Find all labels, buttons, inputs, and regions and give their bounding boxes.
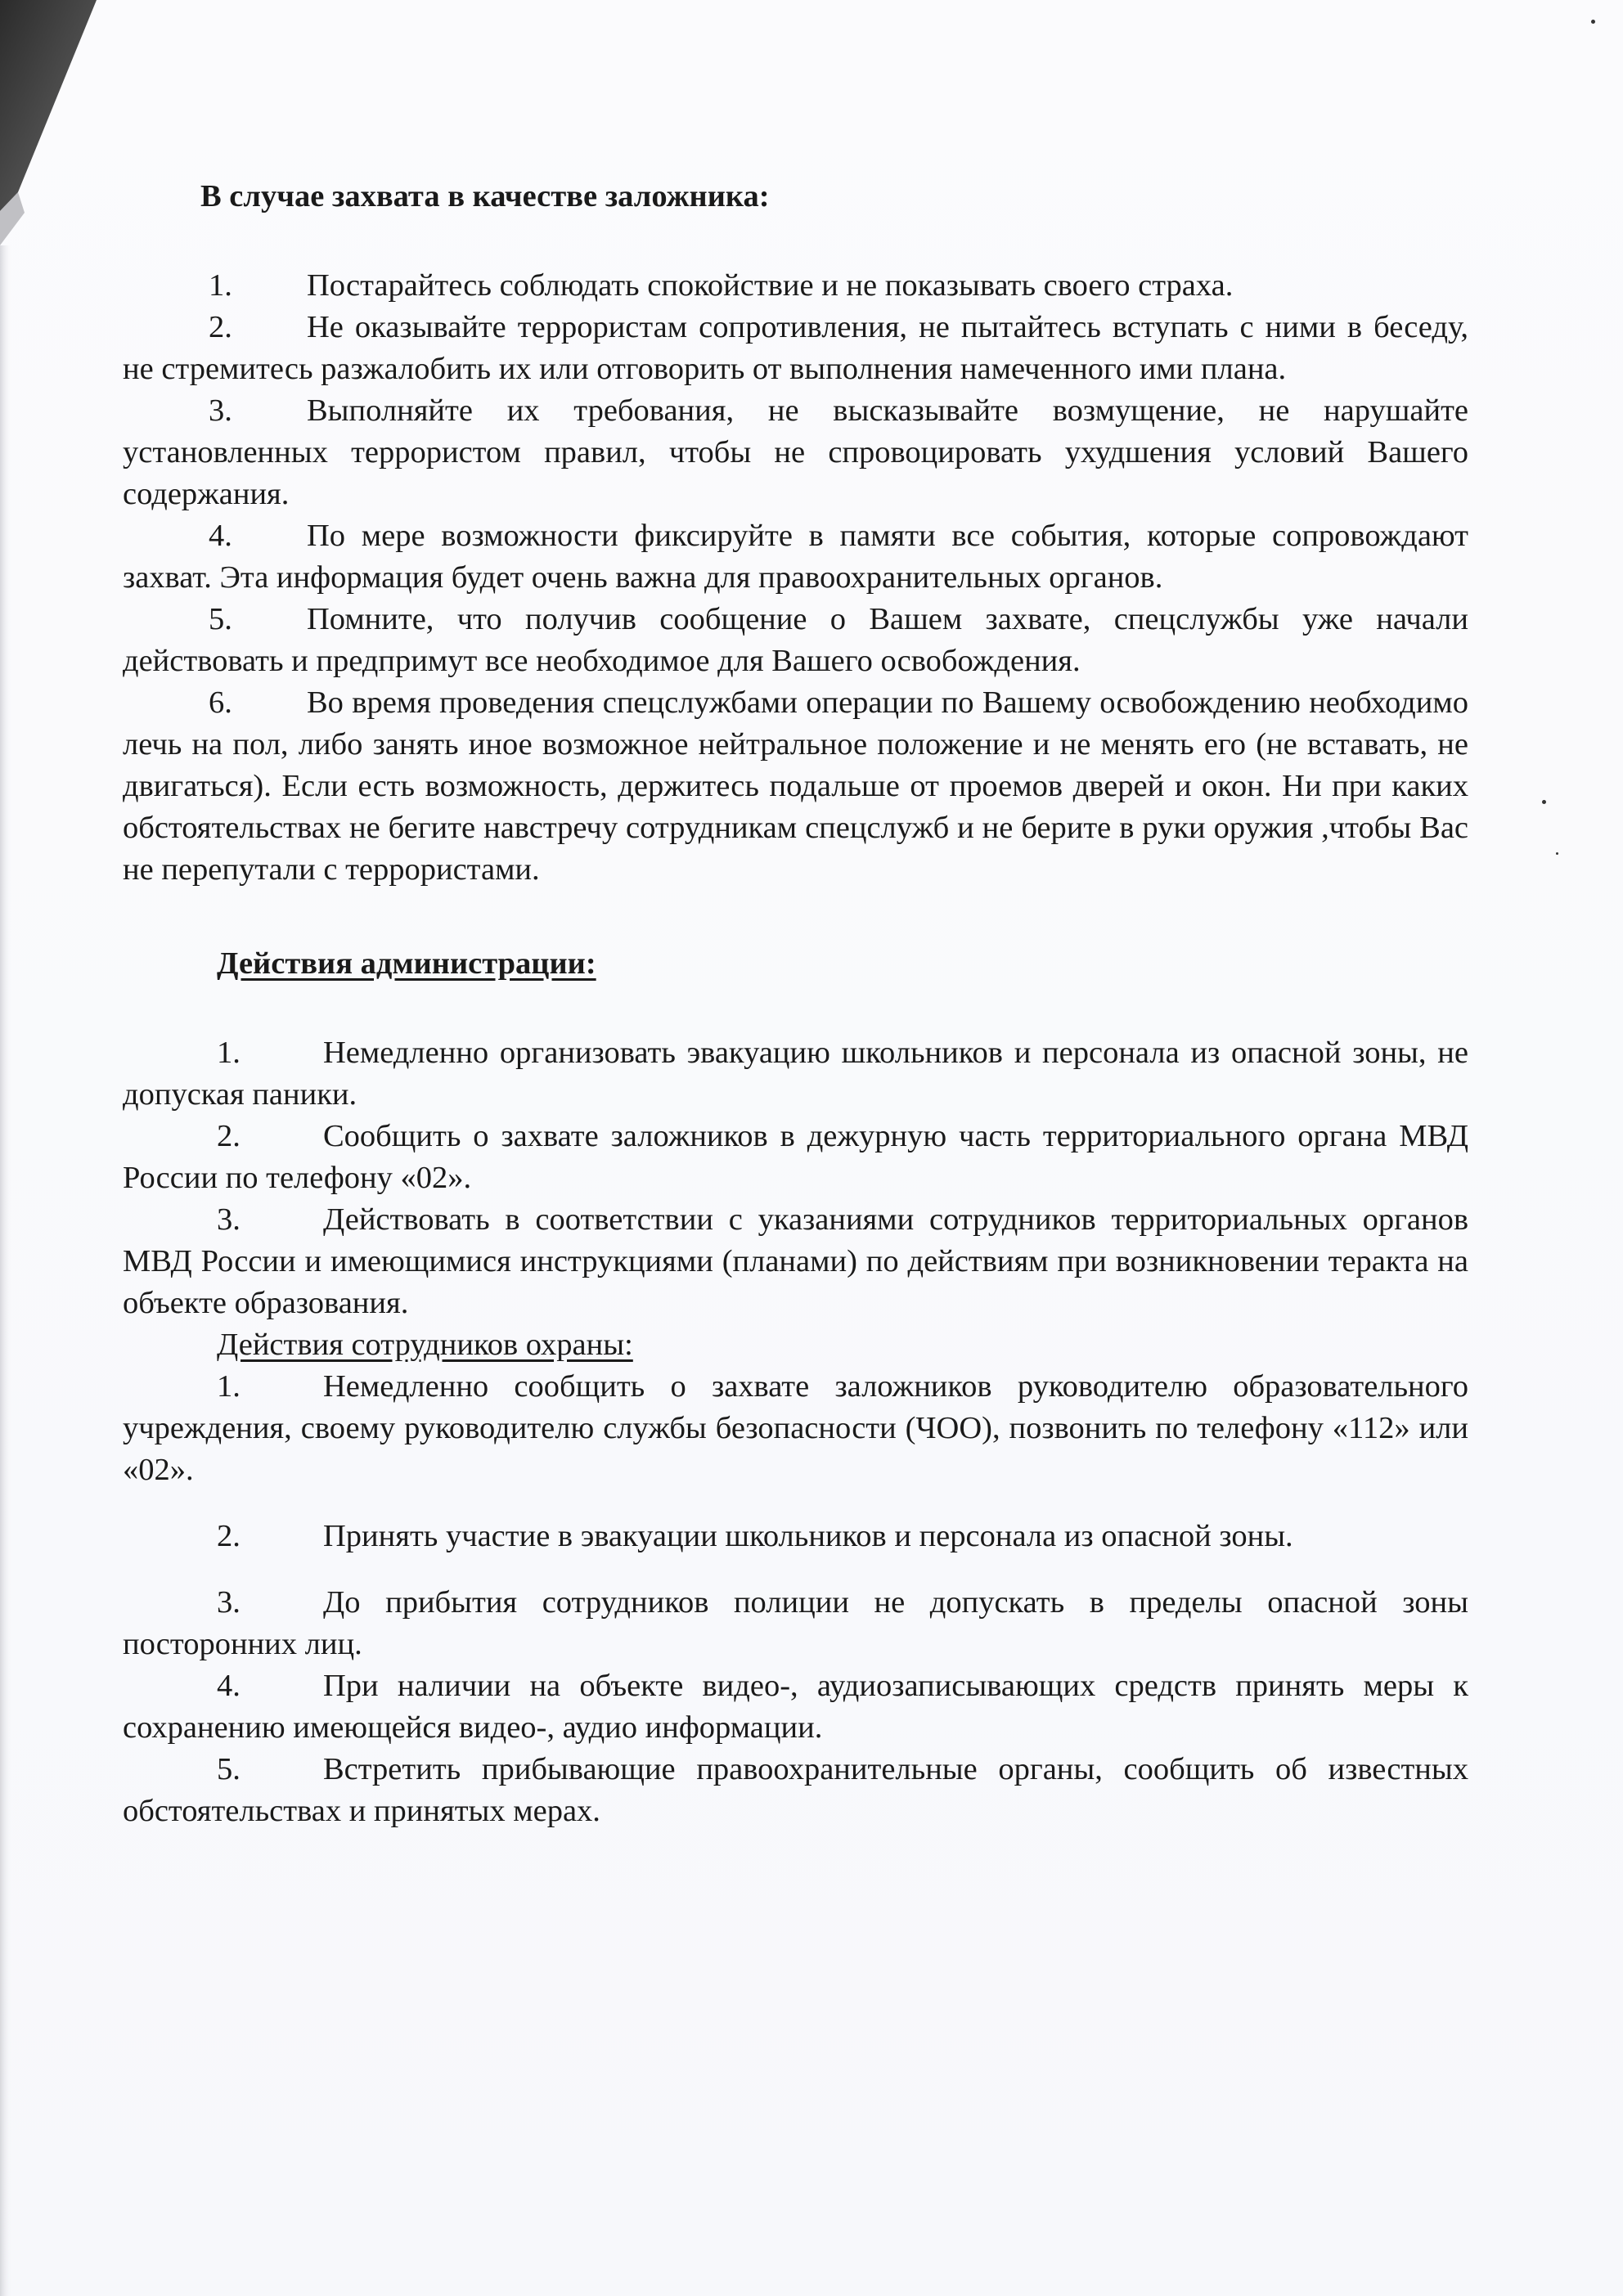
item-number: 2. [209,310,232,344]
item-text: До прибытия сотрудников полиции не допускать в пределы опасной зоны посторонних лиц. [123,1585,1468,1661]
list-item [123,515,1468,599]
list-item [123,1199,1468,1324]
list-item [123,1665,1468,1749]
item-text: Сообщить о захвате заложников в дежурную часть территориального органа МВД России по телефону «02». [123,1119,1468,1195]
security-actions-list [123,1366,1468,1832]
item-number: 3. [209,393,232,428]
item-text: Немедленно сообщить о захвате заложников руководителю образовательного учреждения, своему руководителю службы безопасности (ЧОО), позвонить по телефону «112» или «02». [123,1369,1468,1487]
list-item [123,682,1468,891]
document-body [123,176,1468,1832]
list-item [123,1032,1468,1116]
section-heading-hostage: В случае захвата в качестве заложника: [200,179,770,213]
item-text: Немедленно организовать эвакуацию школьников и персонала из опасной зоны, не допуская паники. [123,1036,1468,1112]
item-text: Выполняйте их требования, не высказывайте возмущение, не нарушайте установленных террористом правил, чтобы не спровоцировать ухудшения условий Вашего содержания. [123,393,1468,511]
item-text: Постарайтесь соблюдать спокойствие и не показывать своего страха. [307,268,1234,303]
item-number: 1. [209,268,232,303]
item-number: 6. [209,685,232,720]
list-item [123,1516,1468,1557]
item-text: При наличии на объекте видео-, аудиозаписывающих средств принять меры к сохранению имеющейся видео-, аудио информации. [123,1669,1468,1745]
list-item [123,1749,1468,1832]
item-text: Принять участие в эвакуации школьников и персонала из опасной зоны. [323,1519,1293,1553]
list-item [123,265,1468,307]
speck-mark [1556,852,1558,855]
speck-mark [1542,800,1546,804]
item-number: 2. [217,1119,241,1153]
hostage-instructions-list [123,265,1468,891]
item-number: 4. [217,1669,241,1703]
administration-actions-list [123,1032,1468,1324]
item-number: 3. [217,1202,241,1237]
list-item [123,1116,1468,1199]
item-number: 4. [209,519,232,553]
item-text: Во время проведения спецслужбами операции по Вашему освобождению необходимо лечь на пол, либо занять иное возможное нейтральное положение и не менять его (не вставать, не двигаться). Если есть возможность, держитесь подальше от проемов дверей и окон. Ни при каких обстоятельствах не бегите навстречу сотрудникам спецслужб и не берите в руки оружия ,чтобы Вас не перепутали с террористами. [123,685,1468,887]
list-item [123,599,1468,682]
item-text: По мере возможности фиксируйте в памяти все события, которые сопровождают захват. Эта информация будет очень важна для правоохранительных органов. [123,519,1468,595]
speck-mark [1591,20,1595,24]
item-number: 2. [217,1519,241,1553]
item-number: 5. [217,1752,241,1786]
list-item [123,390,1468,515]
item-text: Действовать в соответствии с указаниями сотрудников территориальных органов МВД России и имеющимися инструкциями (планами) по действиям при возникновении теракта на объекте образования. [123,1202,1468,1320]
item-text: Помните, что получив сообщение о Вашем захвате, спецслужбы уже начали действовать и предпримут все необходимое для Вашего освобождения. [123,602,1468,678]
item-text: Не оказывайте террористам сопротивления, не пытайтесь вступать с ними в беседу, не стремитесь разжалобить их или отговорить от выполнения намеченного ими плана. [123,310,1468,386]
list-item [123,1582,1468,1665]
item-number: 1. [217,1036,241,1070]
list-item [123,1366,1468,1491]
section-heading-administration: Действия администрации: [217,946,596,981]
item-number: 3. [217,1585,241,1620]
item-number: 1. [217,1369,241,1404]
section-heading-security: Действия сотрудников охраны: [217,1328,633,1362]
item-number: 5. [209,602,232,636]
list-item [123,307,1468,390]
item-text: Встретить прибывающие правоохранительные органы, сообщить об известных обстоятельствах и принятых мерах. [123,1752,1468,1828]
